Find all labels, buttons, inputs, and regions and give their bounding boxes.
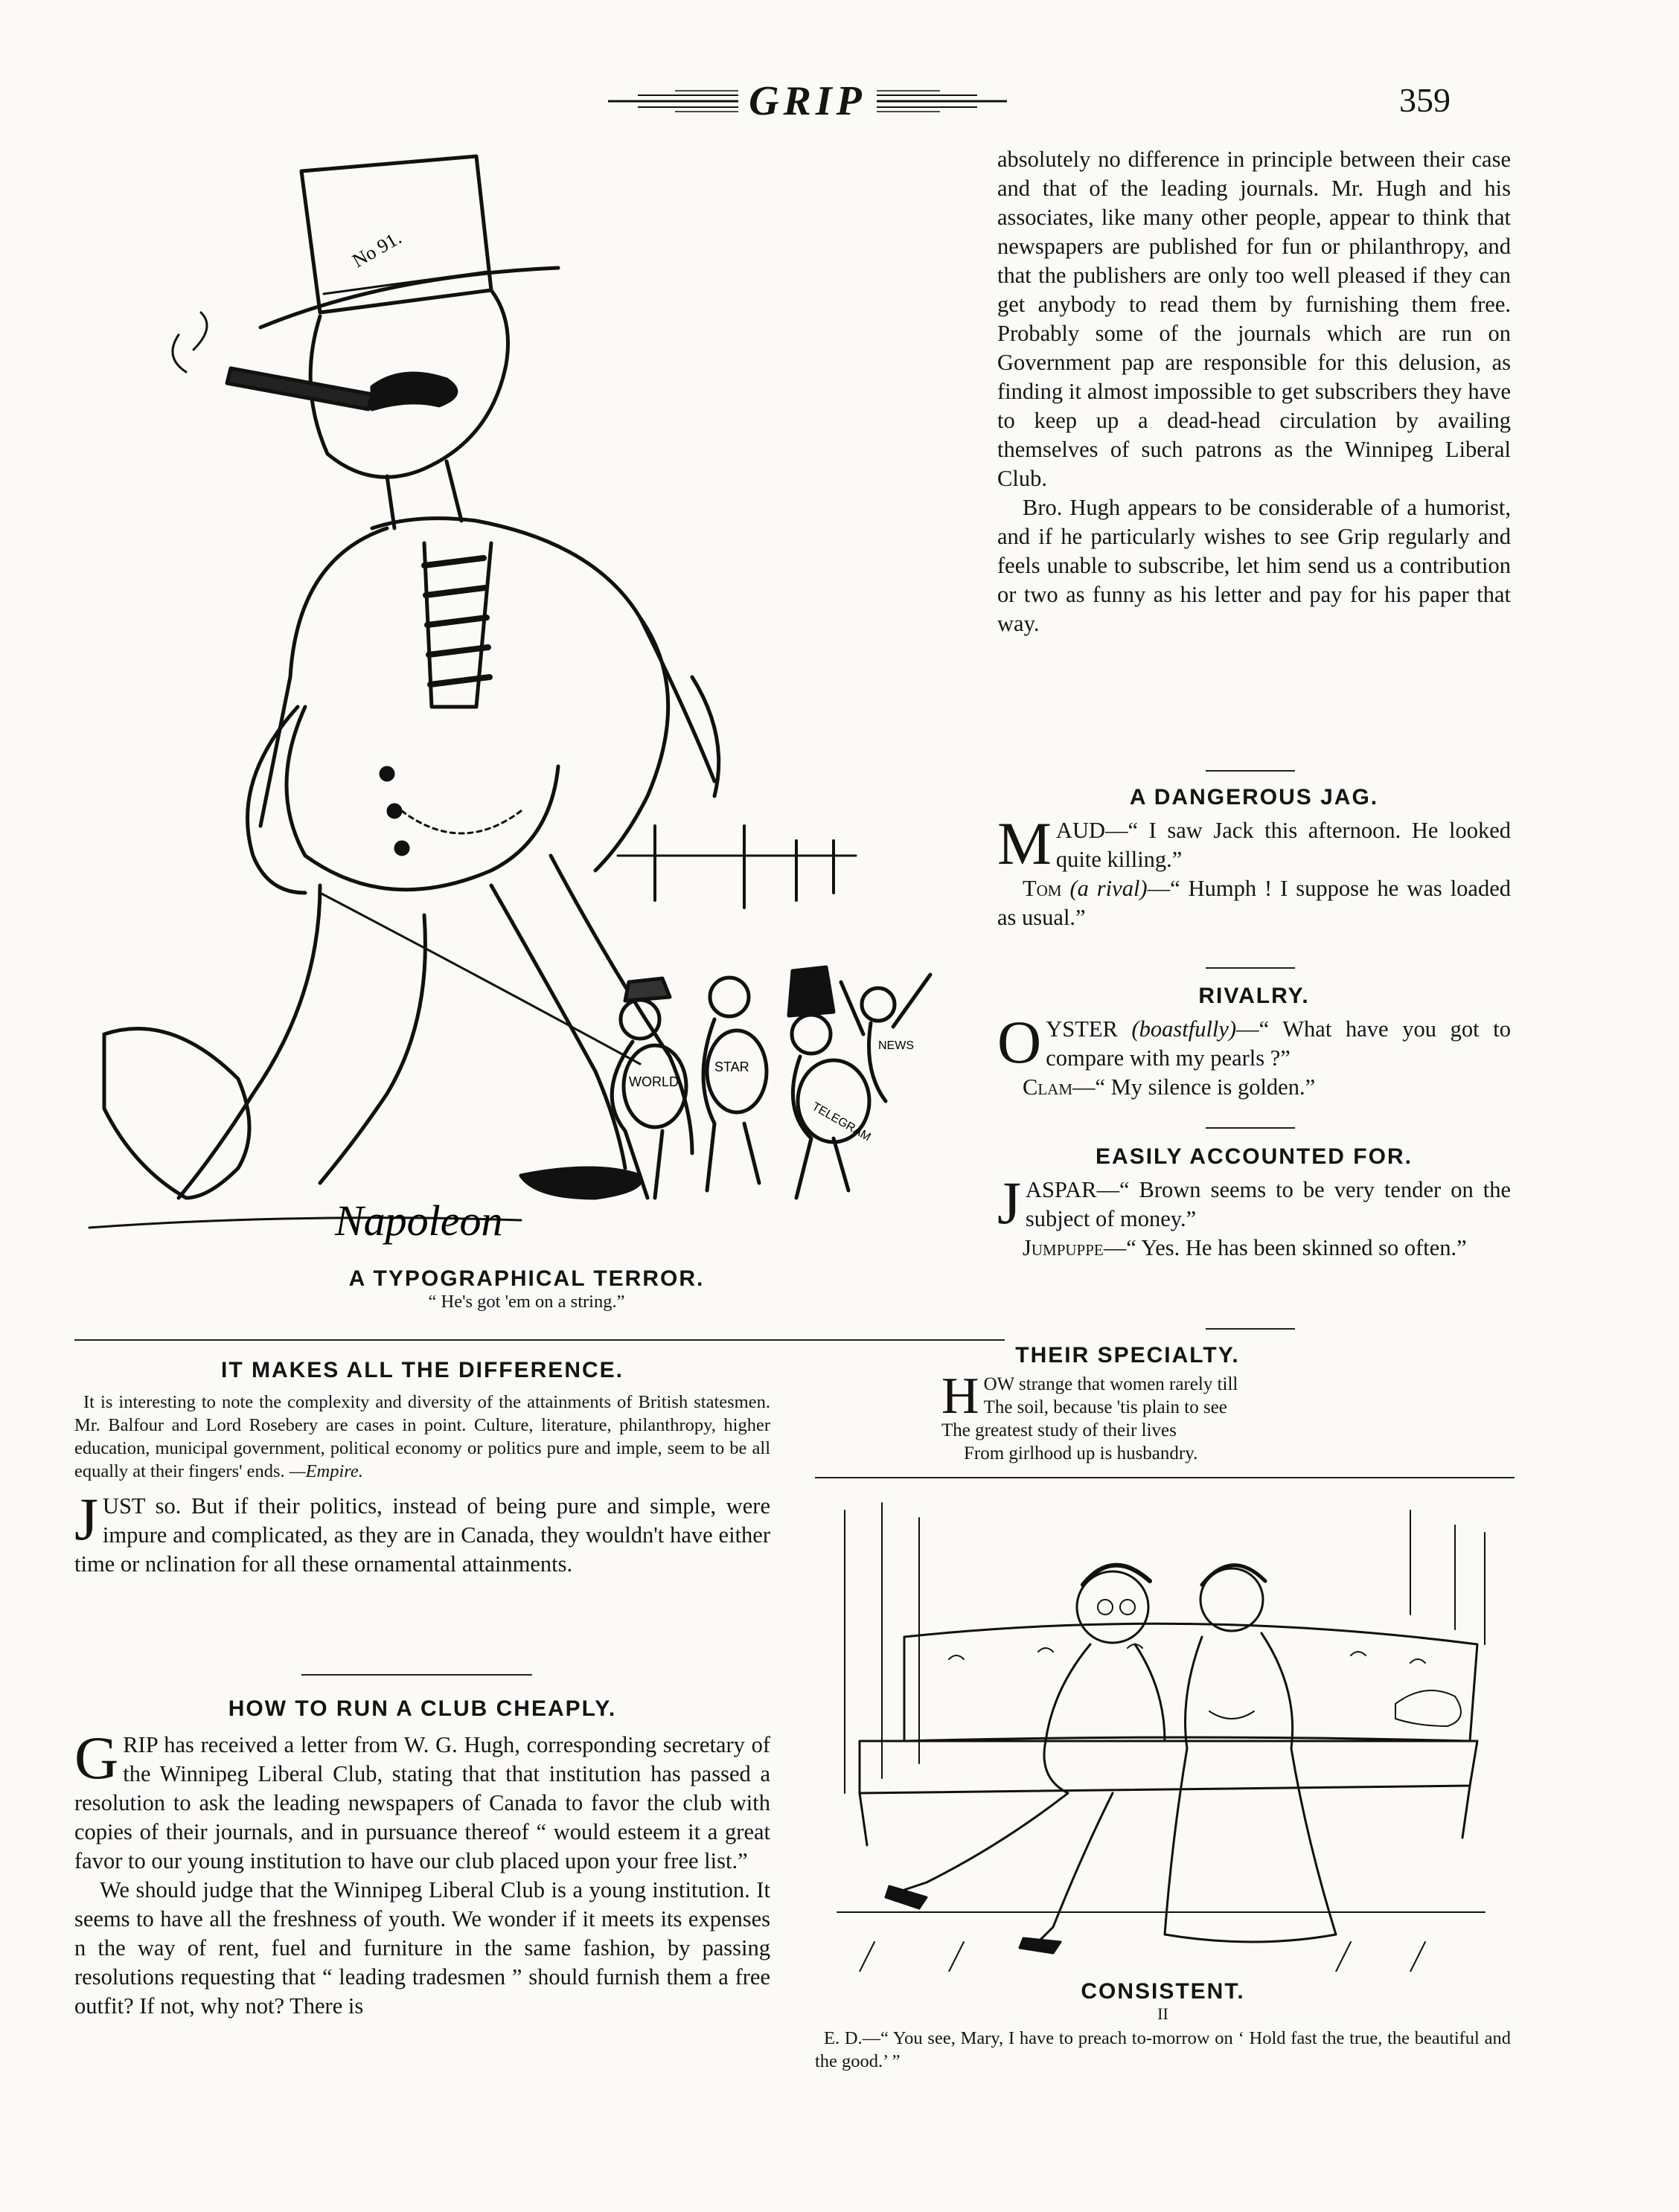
- consistent-illustration: [815, 1495, 1511, 1972]
- consistent-title: CONSISTENT.: [1081, 1979, 1245, 2004]
- their-specialty: [941, 1343, 1314, 1465]
- rivalry-title: RIVALRY.: [1198, 984, 1310, 1008]
- poem-line: OW strange that women rarely till: [983, 1374, 1238, 1394]
- specialty-title: THEIR SPECIALTY.: [1015, 1343, 1240, 1368]
- difference-reply: UST so. But if their politics, instead of being pure and simple, were impure and complicated, as they are in Canada, they wouldn't have either time or nclination for all these ornamental attainments.: [74, 1493, 770, 1577]
- continued-paragraph: Bro. Hugh appears to be considerable of a humorist, and if he particularly wishes to see Grip regularly and feels unable to subscribe, let him send us a contribution or two as funny as his letter and pay for his paper that way.: [997, 495, 1511, 636]
- poem-line: The greatest study of their lives: [941, 1420, 1177, 1440]
- jag-line-1: AUD—“ I saw Jack this afternoon. He looked quite killing.”: [1055, 818, 1511, 872]
- drop-cap: O: [997, 1008, 1042, 1076]
- cartoon-caption: “ He's got 'em on a string.”: [428, 1292, 625, 1312]
- consistent-caption: E. D.—“ You see, Mary, I have to preach to-morrow on ‘ Hold fast the true, the beautiful and the good.’ ”: [815, 2028, 1511, 2071]
- masthead-right-ornament: [877, 88, 1007, 115]
- continued-paragraph: absolutely no difference in principle between their case and that of the leading journals. Mr. Hugh and his associates, like many other people, appear to think that newspapers are published for fun or philanthropy, and that the publishers are only too well pleased if they can get anybody to read them by furnishing them free. Probably some of the journals which are run on Government pap are responsible for this delusion, as finding it almost impossible to get subscribers they have to keep up a dead-head circulation by availing themselves of such patrons as the Winnipeg Liberal Club.: [997, 147, 1511, 491]
- difference-title: IT MAKES ALL THE DIFFERENCE.: [220, 1358, 624, 1382]
- tag-telegram: TELEGRAM: [810, 1100, 873, 1144]
- short-divider: [1206, 1127, 1295, 1129]
- typographical-terror-illustration: [74, 141, 979, 1265]
- masthead-title: GRIP: [749, 78, 866, 124]
- rivalry-line-1: —“ What have you got to compare with my pearls ?”: [1046, 1016, 1512, 1071]
- speaker-aside: (a rival): [1069, 876, 1148, 901]
- speaker-name: Jumpuppe: [1023, 1235, 1104, 1260]
- drop-cap: J: [997, 1169, 1021, 1237]
- how-to-run-a-club-cheaply: [74, 1696, 770, 2021]
- drop-cap: H: [941, 1368, 979, 1425]
- consistent-numeral: II: [1157, 2004, 1168, 2023]
- drop-cap: J: [74, 1485, 98, 1553]
- accounted-line-1: ASPAR—“ Brown seems to be very tender on the subject of money.”: [1025, 1177, 1511, 1231]
- rivalry: [997, 984, 1511, 1102]
- rivalry-line-2: —“ My silence is golden.”: [1072, 1074, 1316, 1100]
- section-divider: [74, 1339, 1005, 1341]
- club-title: HOW TO RUN A CLUB CHEAPLY.: [228, 1696, 617, 1721]
- jag-line-2: —“ Humph ! I suppose he was loaded as usual.”: [997, 876, 1511, 930]
- poem-line: The soil, because 'tis plain to see: [983, 1397, 1227, 1417]
- accounted-title: EASILY ACCOUNTED FOR.: [1096, 1144, 1413, 1169]
- short-divider: [1206, 770, 1295, 772]
- cartoon-title: A TYPOGRAPHICAL TERROR.: [348, 1266, 705, 1291]
- section-divider: [815, 1477, 1515, 1478]
- short-divider: [1206, 1328, 1295, 1330]
- page-number: 359: [1399, 81, 1451, 119]
- tag-world: WORLD: [629, 1074, 679, 1089]
- speaker-name: Clam: [1023, 1074, 1073, 1100]
- masthead: [566, 71, 1049, 131]
- continued-article: [997, 145, 1511, 638]
- drop-cap: G: [74, 1724, 119, 1792]
- difference-quote: It is interesting to note the complexity and diversity of the attainments of British statesmen. Mr. Balfour and Lord Rosebery are cases in point. Culture, literature, philanthropy, higher education, municipal government, political economy or politics pure and imple, seem to be all equally at their fingers' ends.: [74, 1392, 770, 1481]
- accounted-line-2: —“ Yes. He has been skinned so often.”: [1103, 1235, 1467, 1260]
- dangerous-jag: [997, 785, 1511, 932]
- masthead-left-ornament: [608, 88, 738, 115]
- poem-line: From girlhood up is husbandry.: [964, 1443, 1198, 1464]
- it-makes-all-the-difference: [74, 1358, 770, 1579]
- tag-news: NEWS: [878, 1039, 914, 1052]
- short-divider: [1206, 967, 1295, 969]
- tag-star: STAR: [714, 1059, 749, 1074]
- club-paragraph-2: We should judge that the Winnipeg Liberal Club is a young institution. It seems to have all the freshness of youth. We wonder if it meets its expenses n the way of rent, fuel and furniture in the same fashion, by passing resolutions requesting that “ leading tradesmen ” should furnish them a free outfit? If not, why not? There is: [74, 1877, 770, 2019]
- hat-label: No 91.: [348, 226, 406, 272]
- club-paragraph-1: RIP has received a letter from W. G. Hugh, corresponding secretary of the Winnipeg Liberal Club, stating that that institution has passed a resolution to ask the leading newspapers of Canada to favor the club with copies of their journals, and in pursuance thereof “ would esteem it a great favor to our young institution to have our club placed upon your free list.”: [74, 1732, 770, 1873]
- speaker-name: Tom: [1023, 876, 1062, 901]
- easily-accounted-for: [997, 1144, 1511, 1263]
- quote-source: —Empire.: [289, 1461, 363, 1481]
- artist-signature: Napoleon: [335, 1196, 503, 1245]
- jag-title: A DANGEROUS JAG.: [1129, 785, 1379, 810]
- speaker-name: YSTER: [1046, 1016, 1118, 1042]
- speaker-aside: (boastfully): [1131, 1016, 1237, 1042]
- drop-cap: M: [997, 810, 1052, 877]
- short-divider: [301, 1674, 532, 1676]
